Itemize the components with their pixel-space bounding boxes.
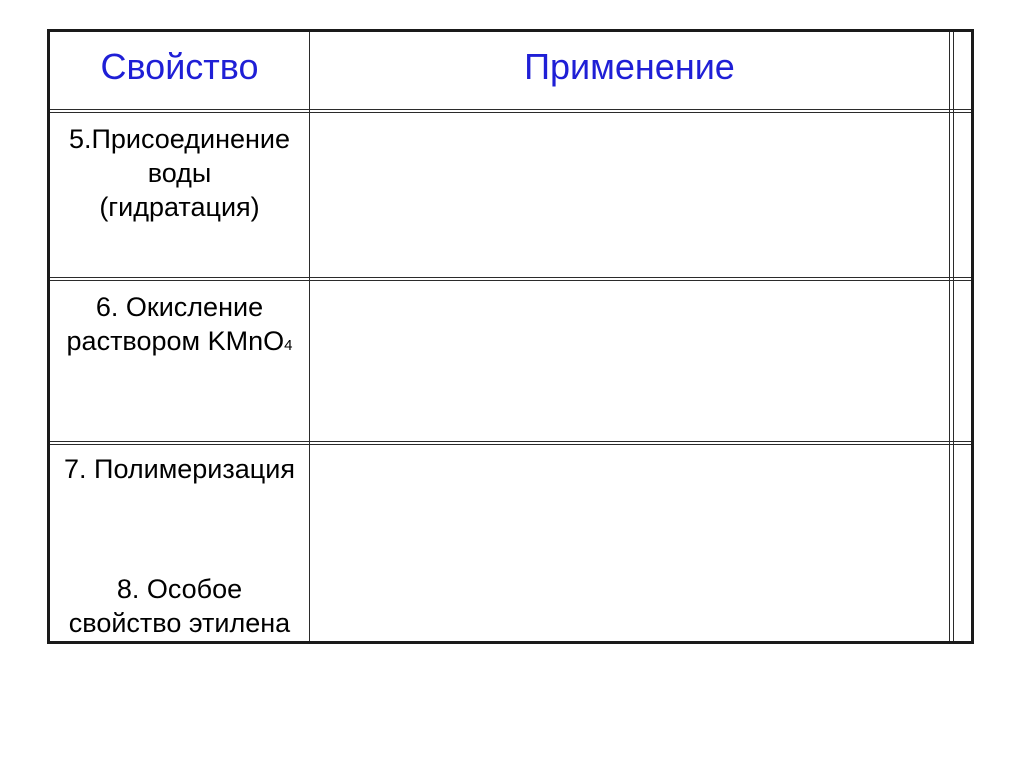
header-property: Свойство (100, 46, 259, 87)
row-3-application (310, 445, 949, 641)
column-divider-2 (949, 32, 950, 641)
row-2-property (50, 290, 309, 363)
row-divider-header (50, 109, 971, 110)
row-3-property-top (50, 452, 309, 486)
row-3-property-bottom (50, 572, 309, 640)
row-3-line-3: свойство этилена (68, 608, 291, 638)
row-2-line-1: 6. Окисление (95, 292, 264, 322)
row-1-property (50, 122, 309, 224)
row-2-application (310, 281, 949, 441)
row-1-line-1: 5.Присоединение (68, 124, 291, 154)
column-divider-3 (953, 32, 954, 641)
row-1-line-3: (гидратация) (99, 192, 260, 222)
row-2-line-2 (50, 324, 309, 363)
row-3-line-1: 7. Полимеризация (64, 454, 295, 484)
row-2-subscript: 4 (284, 337, 293, 354)
row-divider-2 (50, 441, 971, 442)
row-divider-1 (50, 277, 971, 278)
row-1-application (310, 113, 949, 277)
row-1-line-2: воды (147, 158, 212, 188)
header-application: Применение (524, 46, 735, 87)
row-2-line-2-text: раствором KMnO (66, 326, 285, 356)
properties-table (47, 29, 974, 644)
row-3-line-2: 8. Особое (116, 574, 243, 604)
